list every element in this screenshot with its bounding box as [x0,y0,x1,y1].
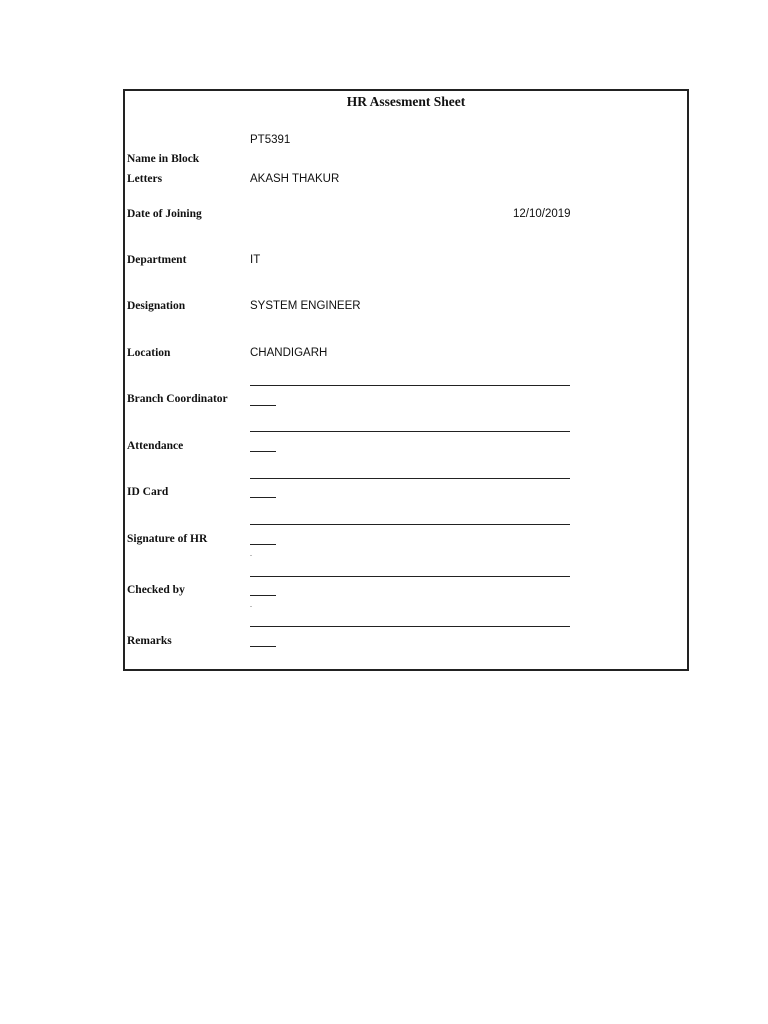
designation-value: SYSTEM ENGINEER [250,300,361,312]
name-label-line1: Name in Block [127,153,200,165]
branch-coordinator-line [250,385,570,386]
checked-by-label: Checked by [127,584,185,596]
id-card-short-line [250,497,276,498]
name-label-line2: Letters [127,173,163,185]
attendance-line [250,431,570,432]
date-of-joining-label: Date of Joining [127,208,202,220]
employee-id-value: PT5391 [250,134,291,146]
attendance-label: Attendance [127,440,184,452]
department-label: Department [127,254,187,266]
location-value: CHANDIGARH [250,347,328,359]
date-of-joining-value: 12/10/2019 [513,208,571,220]
signature-of-hr-label: Signature of HR [127,533,208,545]
remarks-label: Remarks [127,635,172,647]
id-card-line [250,478,570,479]
checked-by-dot: . [250,600,252,609]
signature-of-hr-short-line [250,544,276,545]
name-value: AKASH THAKUR [250,173,340,185]
hr-assessment-sheet [123,89,689,671]
signature-of-hr-dot: . [250,549,252,558]
sheet-title: HR Assesment Sheet [346,94,466,109]
department-value: IT [250,254,261,266]
attendance-short-line [250,451,276,452]
signature-of-hr-line [250,524,570,525]
id-card-label: ID Card [127,486,169,498]
branch-coordinator-label: Branch Coordinator [127,393,228,405]
remarks-line [250,626,570,627]
branch-coordinator-short-line [250,405,276,406]
remarks-short-line [250,646,276,647]
checked-by-line [250,576,570,577]
location-label: Location [127,347,171,359]
checked-by-short-line [250,595,276,596]
designation-label: Designation [127,300,186,312]
